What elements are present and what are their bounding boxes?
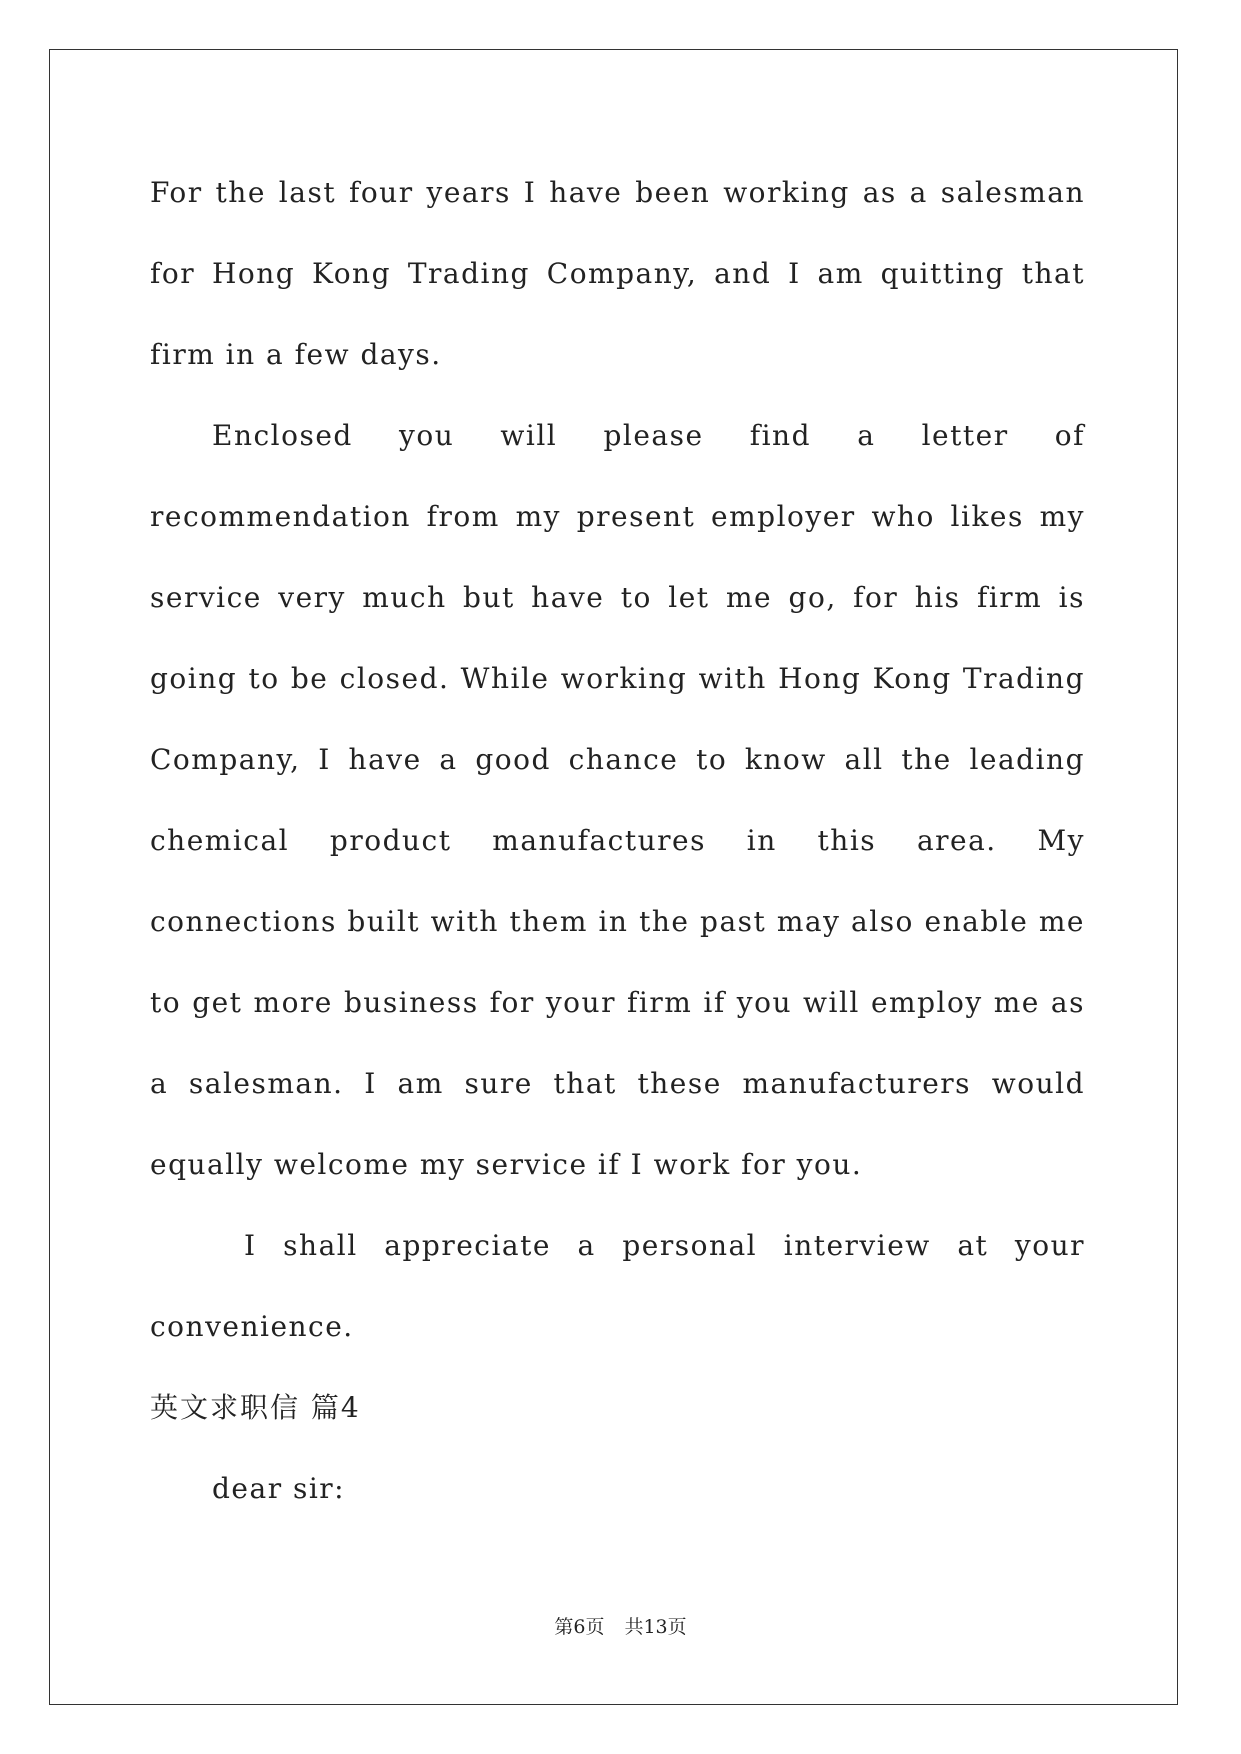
page-footer — [0, 1612, 1241, 1639]
section-heading: 英文求职信 篇4 — [150, 1391, 361, 1424]
paragraph-1: For the last four years I have been working as a salesman for Hong Kong Trading Company, and I am quitting that firm in a few days. — [150, 176, 1085, 371]
salutation: dear sir: — [212, 1472, 346, 1505]
document-body — [150, 152, 1085, 1529]
page-total: 共13页 — [624, 1616, 687, 1638]
paragraph-3: I shall appreciate a personal interview at your convenience. — [150, 1229, 1085, 1343]
paragraph-2: Enclosed you will please find a letter of recommendation from my present employer who likes my service very much but have to let me go, for his firm is going to be closed. While working with Hong Kong Trading Company, I have a good chance to know all the leading chemical product manufactures in this area. My connections built with them in the past may also enable me to get more business for your firm if you will employ me as a salesman. I am sure that these manufacturers would equally welcome my service if I work for you. — [150, 419, 1085, 1181]
page-number: 第6页 — [554, 1616, 605, 1638]
